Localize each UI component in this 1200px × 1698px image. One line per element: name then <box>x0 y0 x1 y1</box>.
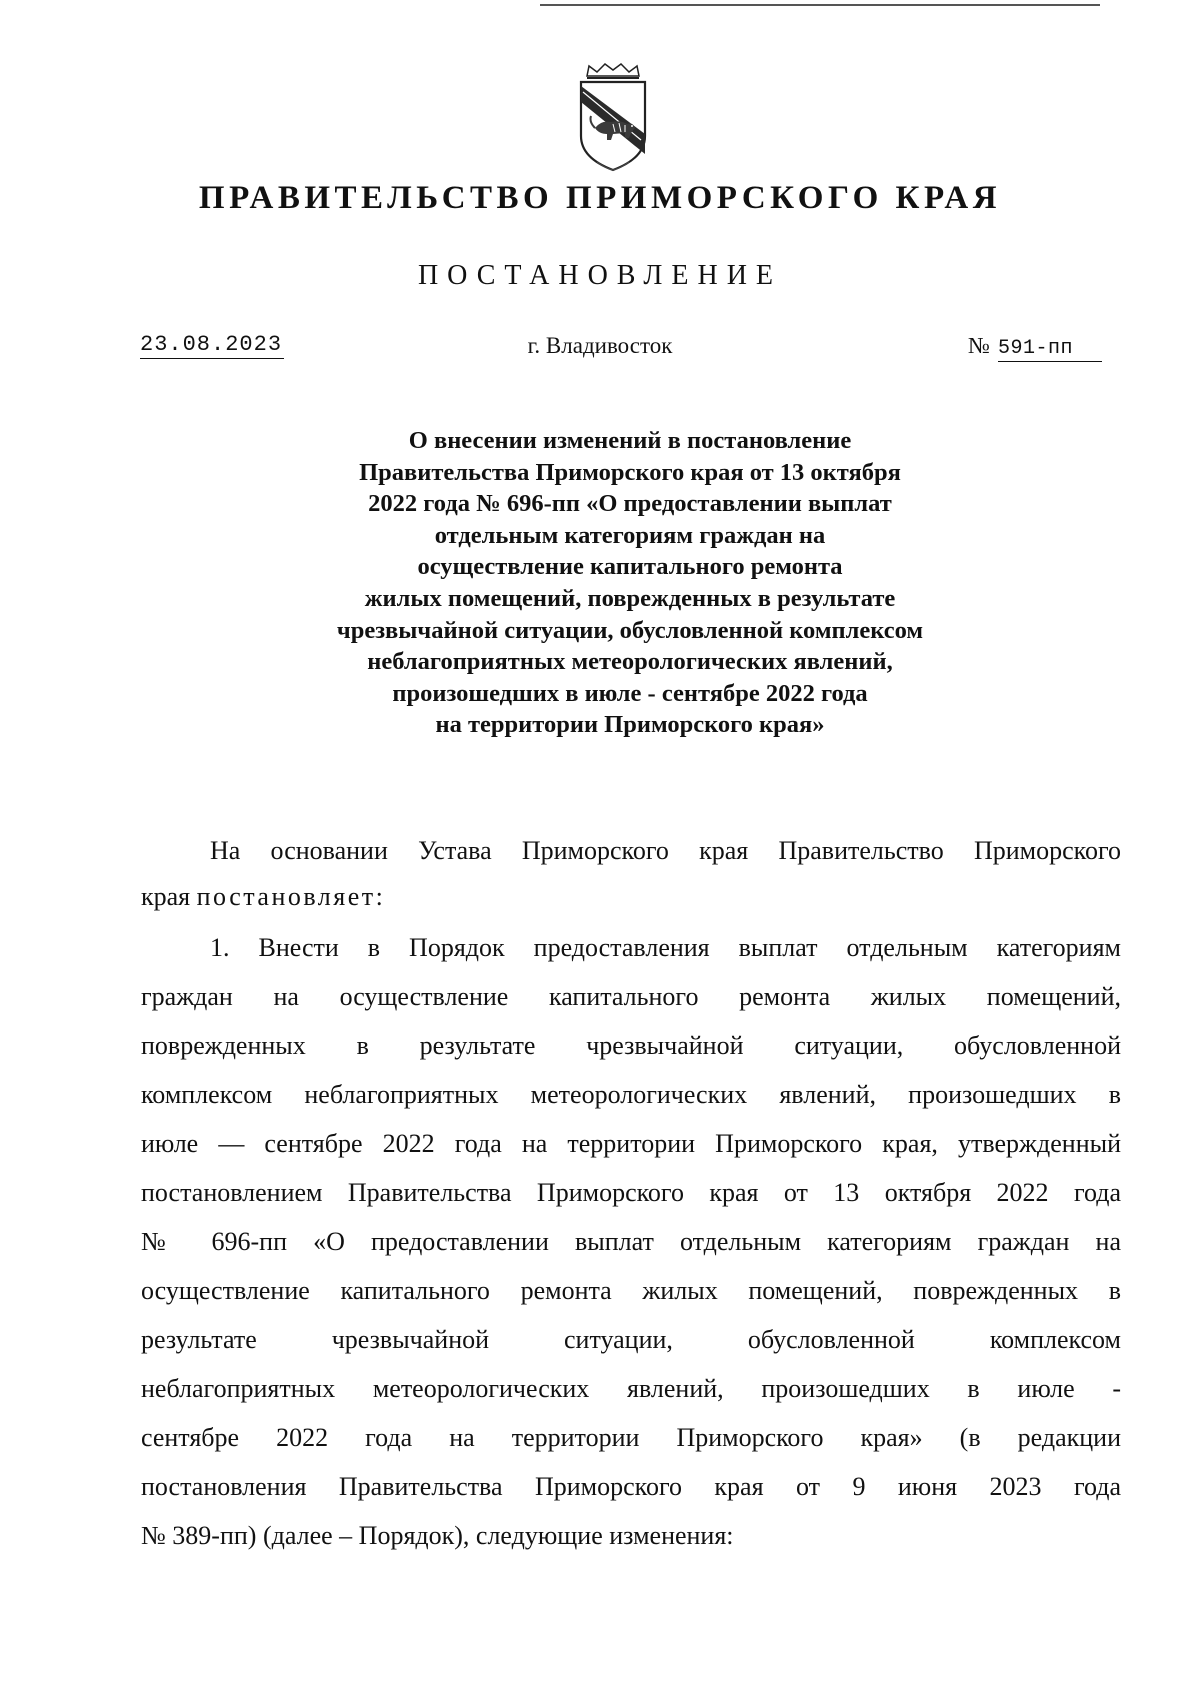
body-line: № 696-пп «О предоставлении выплат отдельным категориям граждан на <box>141 1227 1121 1256</box>
subject-line: отдельным категориям граждан на <box>434 521 826 549</box>
subject-line: неблагоприятных метеорологических явлений, <box>367 648 893 676</box>
document-city: г. Владивосток <box>527 333 673 358</box>
scan-top-border <box>540 4 1100 6</box>
body-line: граждан на осуществление капитального ремонта жилых помещений, <box>141 982 1121 1011</box>
body-line: постановлением Правительства Приморского края от 13 октября 2022 года <box>141 1178 1121 1207</box>
body-line: № 389-пп) (далее – Порядок), следующие изменения: <box>141 1521 734 1550</box>
number-value: 591-пп <box>998 337 1102 362</box>
body-line: постановления Правительства Приморского края от 9 июня 2023 года <box>141 1472 1121 1501</box>
preamble-line: На основании Устава Приморского края Правительство Приморского <box>210 836 1121 865</box>
subject-line: жилых помещений, поврежденных в результате <box>364 584 896 612</box>
preamble-line <box>141 882 1121 912</box>
body-line: результате чрезвычайной ситуации, обусловленной комплексом <box>141 1325 1121 1354</box>
number-sign: № <box>968 333 990 358</box>
body-line: сентябре 2022 года на территории Приморского края» (в редакции <box>141 1423 1121 1452</box>
subject-line: 2022 года № 696-пп «О предоставлении выплат <box>368 490 892 518</box>
subject-line: О внесении изменений в постановление <box>408 427 852 454</box>
body-line: июле — сентябре 2022 года на территории Приморского края, утвержденный <box>141 1129 1121 1158</box>
subject-line: произошедших в июле - сентябре 2022 года <box>392 679 868 707</box>
body-line: поврежденных в результате чрезвычайной ситуации, обусловленной <box>141 1031 1121 1060</box>
document-date: 23.08.2023 <box>140 332 283 357</box>
document-type: ПОСТАНОВЛЕНИЕ <box>417 260 783 291</box>
preamble-text: края <box>141 882 197 911</box>
body-line: 1. Внести в Порядок предоставления выплат отдельным категориям <box>210 933 1121 962</box>
subject-line: Правительства Приморского края от 13 октября <box>359 458 901 486</box>
document-subject <box>160 425 1100 741</box>
body-line: неблагоприятных метеорологических явлений, произошедших в июле - <box>141 1374 1121 1403</box>
coat-of-arms-icon <box>575 62 651 174</box>
body-line: осуществление капитального ремонта жилых помещений, поврежденных в <box>141 1276 1121 1305</box>
resolves-word: постановляет: <box>196 882 386 911</box>
subject-line: осуществление капитального ремонта <box>417 553 843 581</box>
government-title: ПРАВИТЕЛЬСТВО ПРИМОРСКОГО КРАЯ <box>198 180 1002 216</box>
subject-line: на территории Приморского края» <box>435 711 825 739</box>
body-line: комплексом неблагоприятных метеорологических явлений, произошедших в <box>141 1080 1121 1109</box>
subject-line: чрезвычайной ситуации, обусловленной комплексом <box>336 616 924 644</box>
document-number <box>968 333 1102 362</box>
